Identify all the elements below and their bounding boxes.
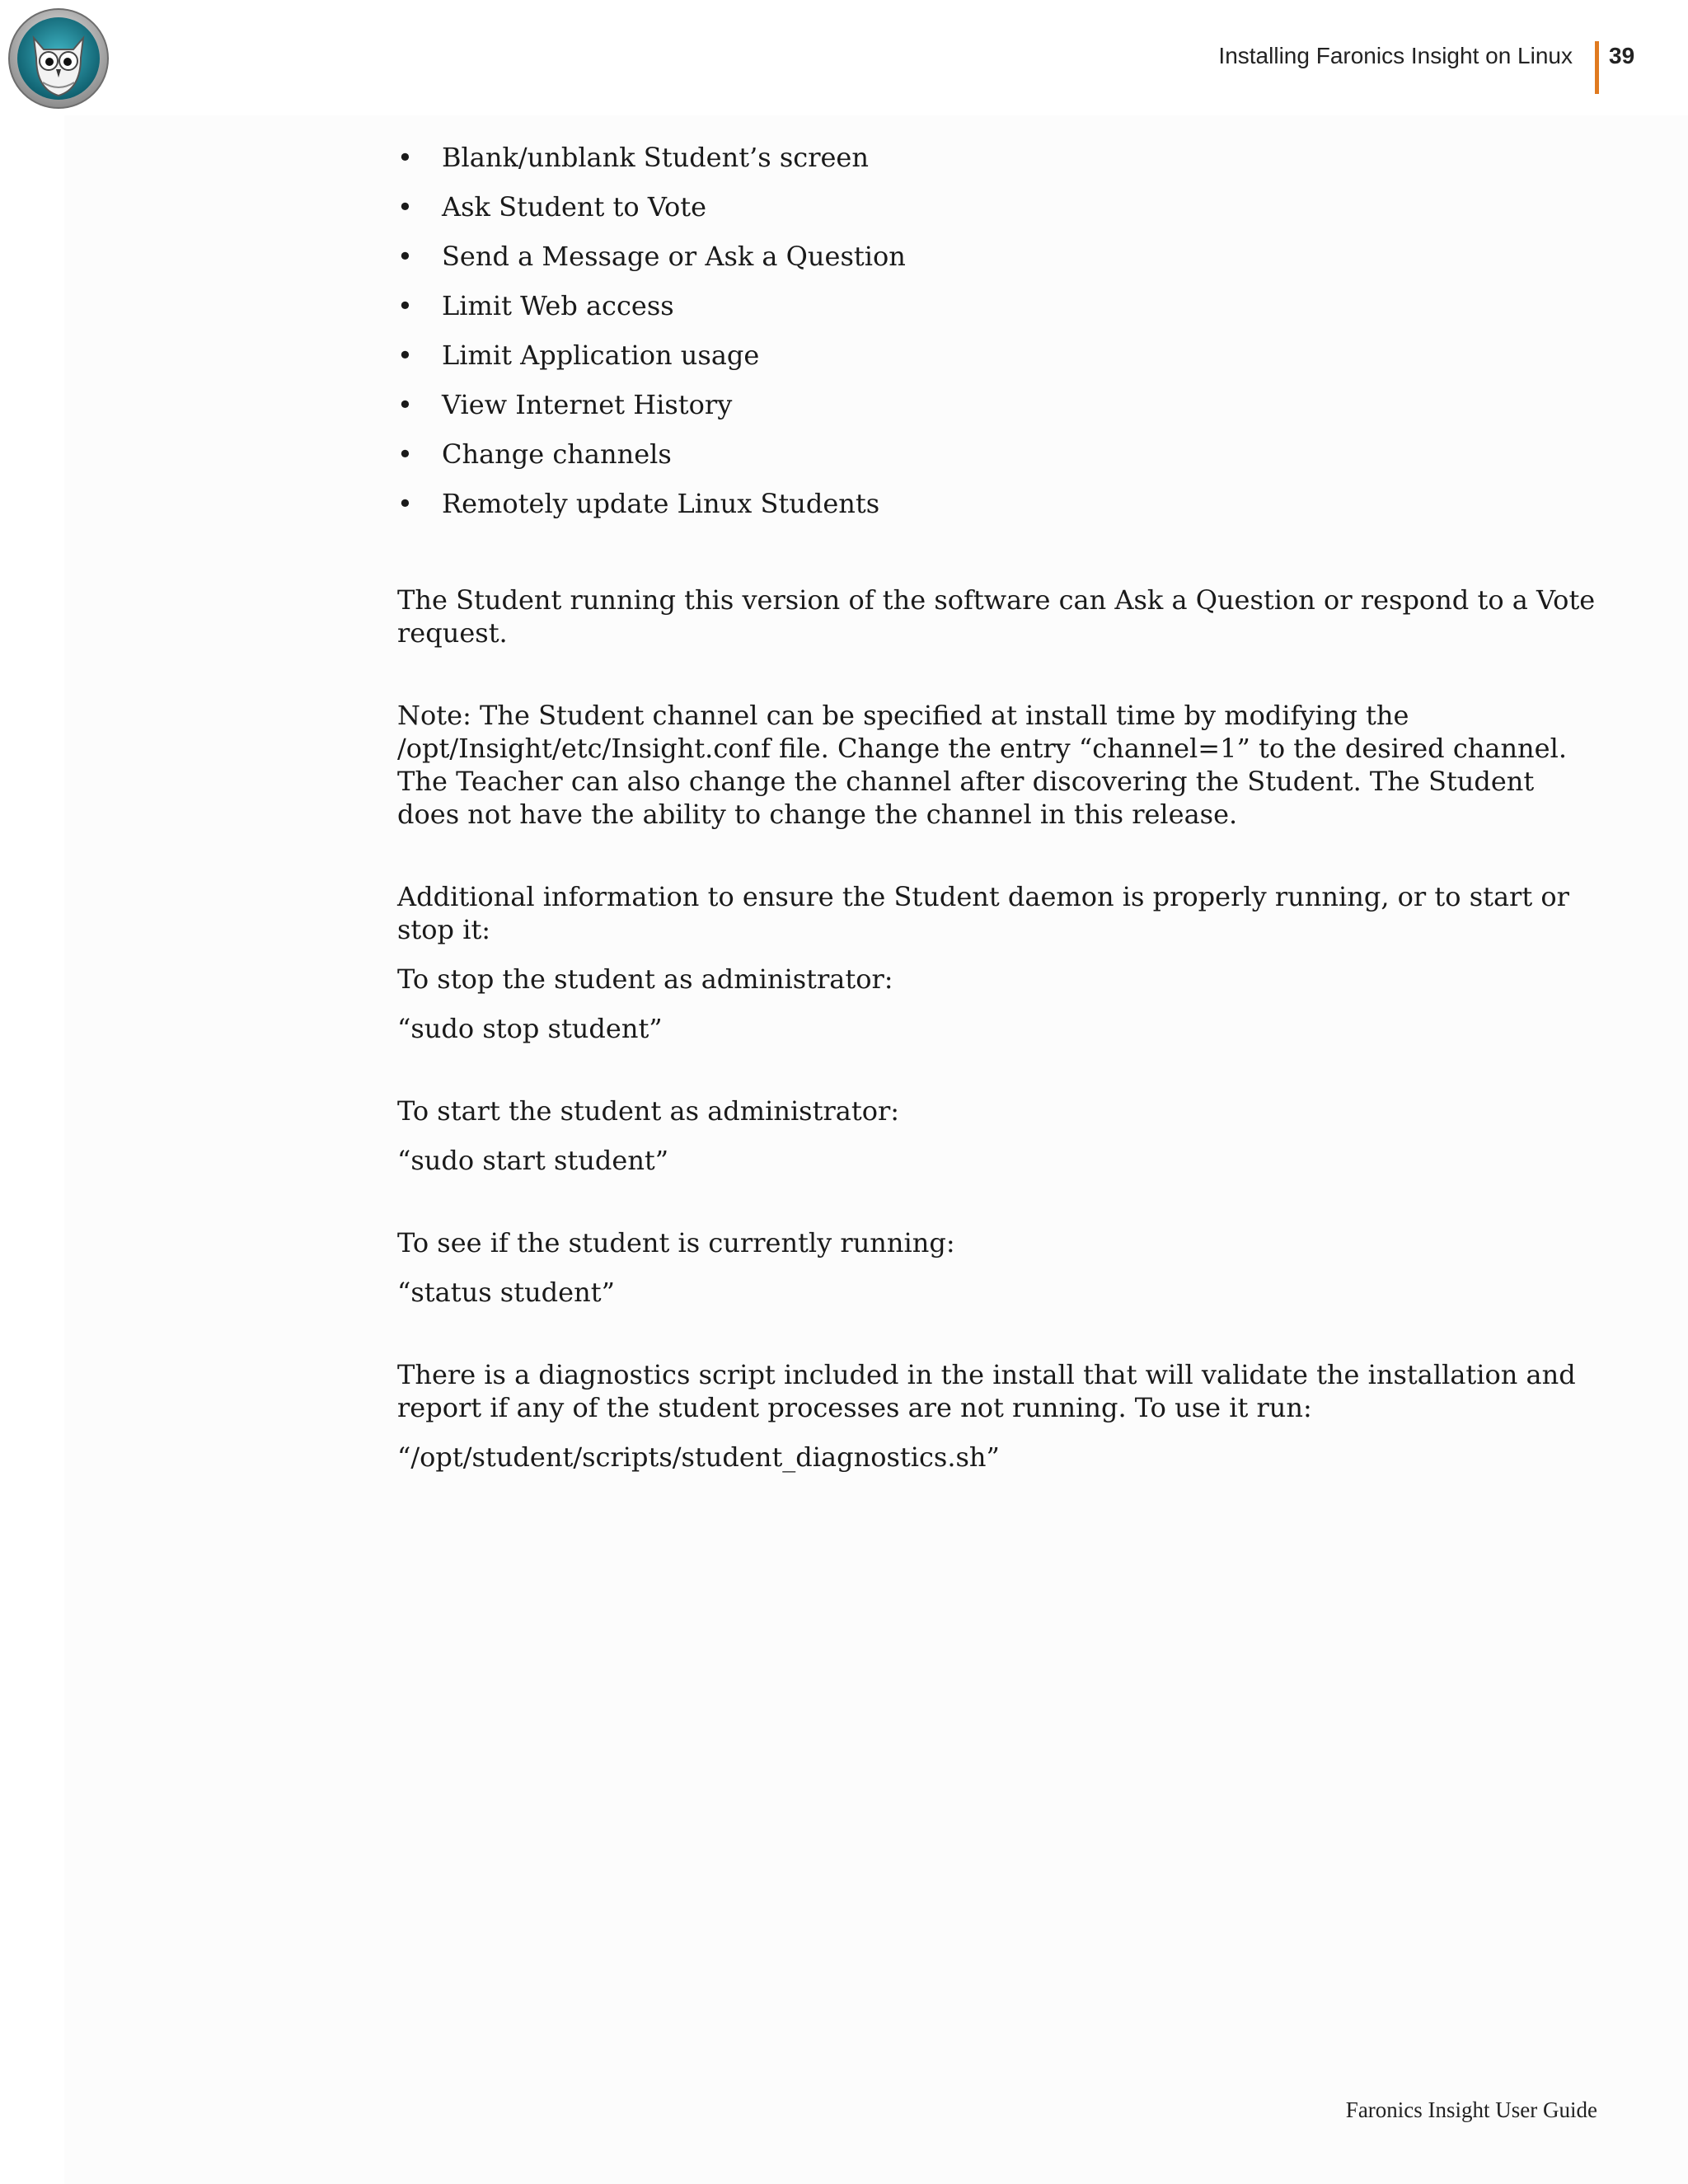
main-content	[397, 138, 1601, 1474]
stop-instruction: To stop the student as administrator:	[397, 963, 893, 995]
diagnostics-command: “/opt/student/scripts/student_diagnostics.sh”	[397, 1441, 1000, 1473]
header-divider	[1595, 41, 1599, 94]
list-item: • Limit Application usage	[397, 336, 1601, 386]
feature-list	[397, 138, 1601, 534]
running-header-title: Installing Faronics Insight on Linux	[1218, 43, 1573, 68]
status-instruction: To see if the student is currently running:	[397, 1227, 955, 1258]
student-capabilities-paragraph: The Student running this version of the software can Ask a Question or respond to a Vote request.	[397, 584, 1596, 649]
list-item: • Ask Student to Vote	[397, 188, 1601, 237]
start-command: “sudo start student”	[397, 1145, 669, 1176]
list-item: • Send a Message or Ask a Question	[397, 237, 1601, 287]
daemon-intro-paragraph: Additional information to ensure the Student daemon is properly running, or to start or stop it:	[397, 881, 1569, 945]
diagnostics-paragraph: There is a diagnostics script included in the install that will validate the installation and report if any of the student processes are not running. To use it run:	[397, 1359, 1576, 1423]
start-instruction: To start the student as administrator:	[397, 1095, 900, 1127]
page-number: 39	[1609, 43, 1635, 68]
owl-logo-icon	[7, 7, 110, 110]
status-command: “status student”	[397, 1277, 615, 1308]
list-item: • Change channels	[397, 435, 1601, 485]
list-item: • View Internet History	[397, 386, 1601, 435]
list-item: • Blank/unblank Student’s screen	[397, 138, 1601, 188]
stop-command: “sudo stop student”	[397, 1013, 663, 1044]
footer-guide-title: Faronics Insight User Guide	[1345, 2097, 1597, 2122]
note-paragraph: Note: The Student channel can be specified at install time by modifying the /opt/Insight/etc/Insight.conf file. Change the entry “channel=1” to the desired channel. The Teacher can also change the channel after discovering the Student. The Student does not have the ability to change the channel in this release.	[397, 700, 1567, 830]
list-item: • Remotely update Linux Students	[397, 485, 1601, 534]
list-item: • Limit Web access	[397, 287, 1601, 336]
